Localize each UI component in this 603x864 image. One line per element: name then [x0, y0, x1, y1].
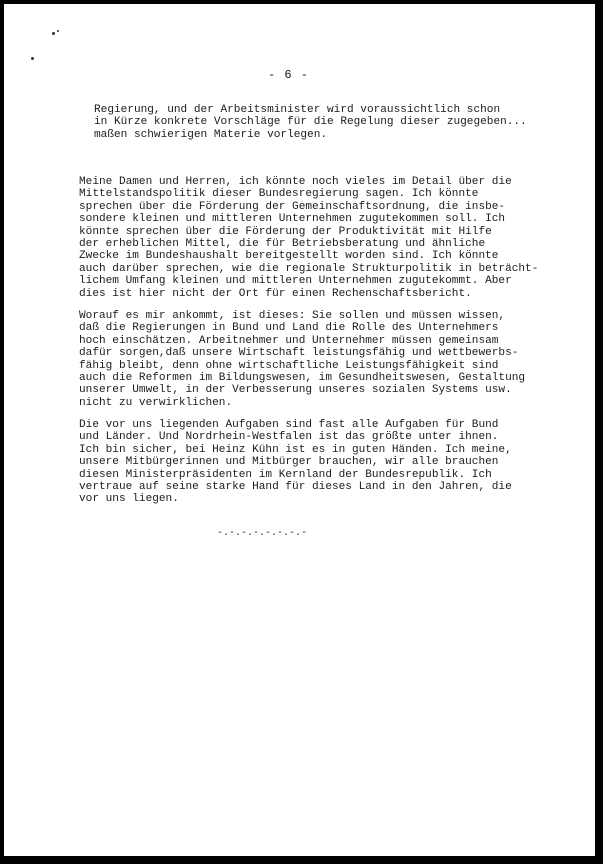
scan-speck — [31, 57, 34, 60]
scan-speck — [52, 32, 55, 35]
paragraph-mittelstandspolitik: Meine Damen und Herren, ich könnte noch vieles im Detail über die Mittelstandspolitik dieser Bundesregierung sagen. Ich könnte sprechen über die Förderung der Gemeinschaftsordnung, die insbe- sondere kleinen und mittleren Unternehmen zugutekommen soll. Ich könnte sprechen über die Förderung der Produktivität mit Hilfe der erheblichen Mittel, die für Betriebsberatung und ähnliche Zwecke im Bundeshaushalt bereitgestellt worden sind. Ich könnte auch darüber sprechen, wie die regionale Strukturpolitik in beträcht- lichem Umfang kleinen und mittleren Unternehmen zugutekommt. Aber dies ist hier nicht der Ort für einen Rechenschaftsbericht. — [79, 176, 539, 300]
end-of-text-mark: -.-.-.-.-.-.-.- — [217, 528, 308, 539]
paragraph-aufgaben: Die vor uns liegenden Aufgaben sind fast alle Aufgaben für Bund und Länder. Und Nordrhein-Westfalen ist das größte unter ihnen. Ich bin sicher, bei Heinz Kühn ist es in guten Händen. Ich meine, unsere Mitbürgerinnen und Mitbürger brauchen, wir alle brauchen diesen Ministerpräsidenten im Kernland der Bundesrepublik. Ich vertraue auf seine starke Hand für dieses Land in den Jahren, die vor uns liegen. — [79, 419, 512, 506]
paragraph-unternehmer: Worauf es mir ankommt, ist dieses: Sie sollen und müssen wissen, daß die Regierungen in Bund und Land die Rolle des Unternehmers hoch einschätzen. Arbeitnehmer und Unternehmer müssen gemeinsam dafür sorgen,daß unsere Wirtschaft leistungsfähig und wettbewerbs- fähig bleibt, denn ohne wirtschaftliche Leistungsfähigkeit sind auch die Reformen im Bildungswesen, im Gesundheitswesen, Gestaltung unserer Umwelt, in der Verbesserung unseres sozialen Systems usw. nicht zu verwirklichen. — [79, 310, 526, 409]
paragraph-continuation: Regierung, und der Arbeitsminister wird voraussichtlich schon in Kürze konkrete Vorschläge für die Regelung dieser zugegeben... maßen schwierigen Materie vorlegen. — [94, 104, 527, 141]
scan-speck — [57, 30, 59, 32]
document-page — [4, 4, 595, 856]
page-number: - 6 - — [268, 68, 310, 82]
